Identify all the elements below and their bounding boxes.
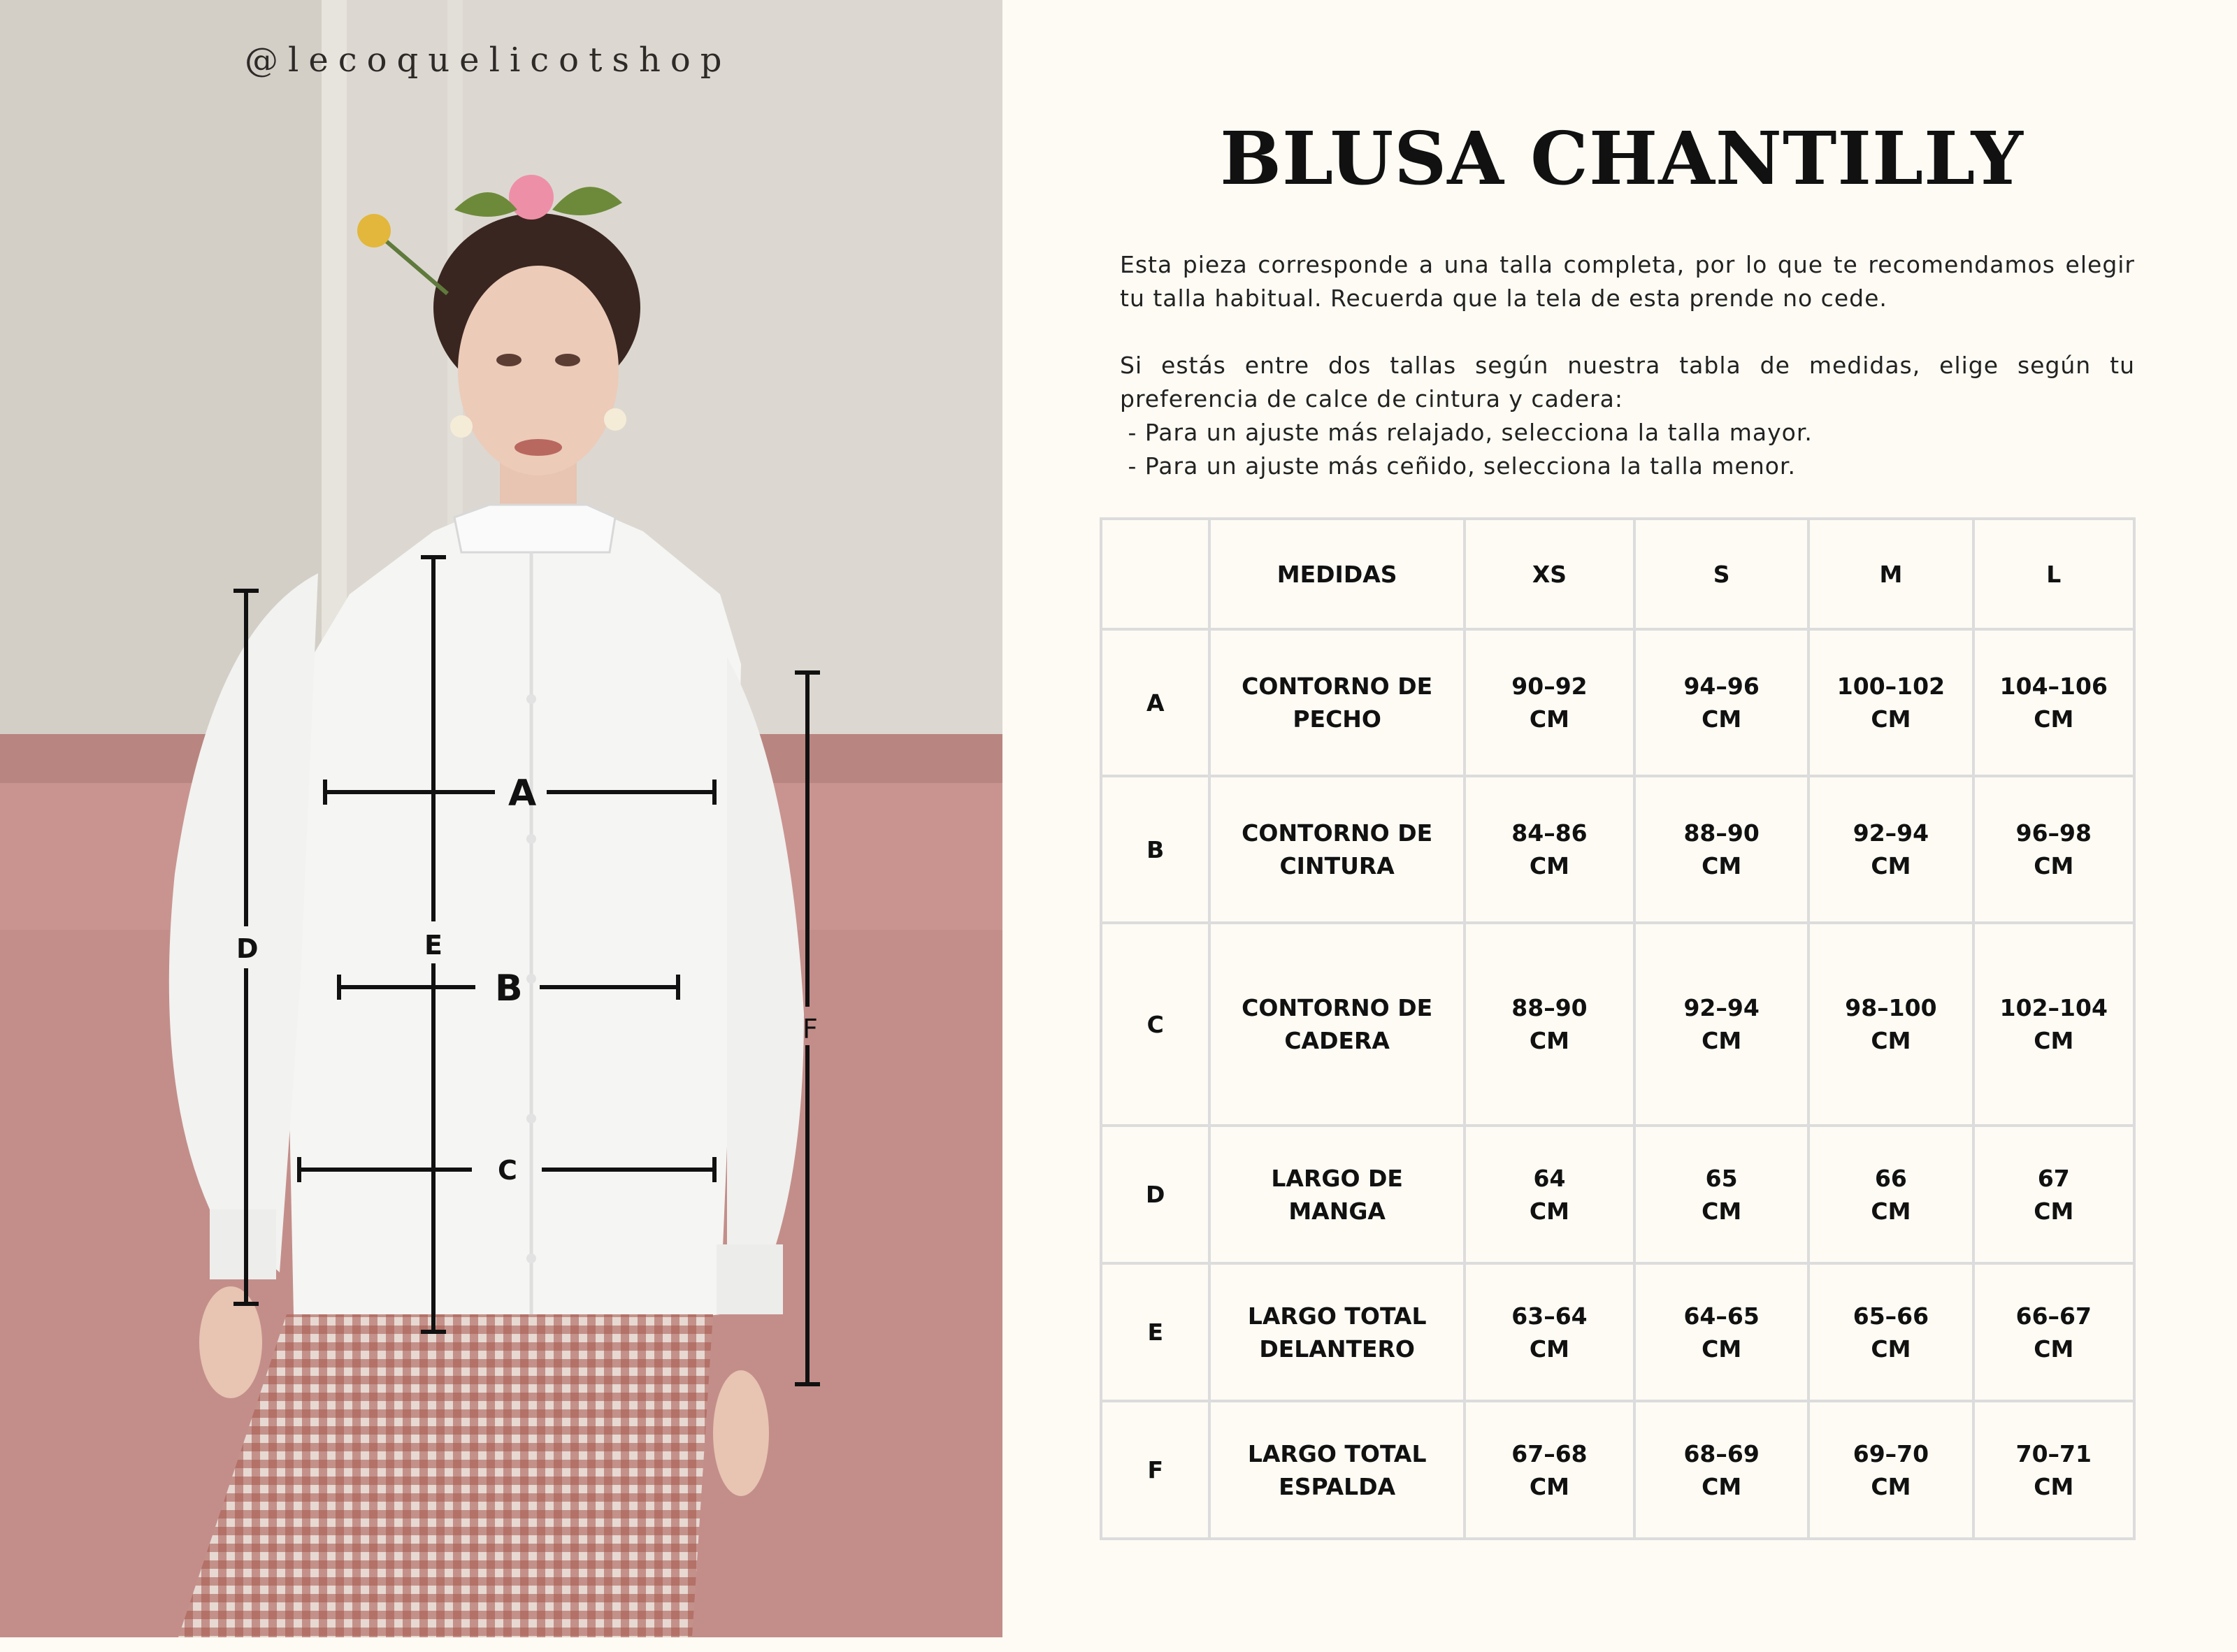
measure-label-b: B [495,968,523,1010]
value-l: 70–71 CM [1973,1401,2134,1539]
measure-label-d: D [236,933,259,964]
table-row [1101,923,2134,1126]
product-photo [0,0,1002,1637]
header-size-s: S [1634,519,1808,629]
table-row [1101,629,2134,776]
brand-handle[interactable]: @lecoquelicotshop [245,41,732,80]
value-l: 67 CM [1973,1126,2134,1263]
row-measure-name: LARGO TOTAL ESPALDA [1209,1401,1464,1539]
size-chart-table [1100,517,2136,1540]
row-key: D [1101,1126,1209,1263]
value-m: 66 CM [1808,1126,1973,1263]
value-m: 65–66 CM [1808,1263,1973,1401]
row-measure-name: CONTORNO DE CINTURA [1209,776,1464,923]
row-key: C [1101,923,1209,1126]
header-size-l: L [1973,519,2134,629]
description-paragraph: Esta pieza corresponde a una talla completa, por lo que te recomendamos elegir tu talla habitual. Recuerda que la tela de esta prende no cede. [1120,251,2135,312]
value-s: 65 CM [1634,1126,1808,1263]
row-measure-name: LARGO DE MANGA [1209,1126,1464,1263]
value-xs: 84–86 CM [1465,776,1634,923]
table-row [1101,776,2134,923]
value-s: 92–94 CM [1634,923,1808,1126]
value-l: 104–106 CM [1973,629,2134,776]
value-l: 66–67 CM [1973,1263,2134,1401]
measure-label-c: C [498,1155,517,1186]
value-xs: 90–92 CM [1465,629,1634,776]
table-row [1101,1401,2134,1539]
row-key: B [1101,776,1209,923]
value-m: 92–94 CM [1808,776,1973,923]
value-m: 98–100 CM [1808,923,1973,1126]
row-measure-name: LARGO TOTAL DELANTERO [1209,1263,1464,1401]
value-xs: 67–68 CM [1465,1401,1634,1539]
measure-label-f: F [803,1014,818,1044]
value-m: 69–70 CM [1808,1401,1973,1539]
value-xs: 64 CM [1465,1126,1634,1263]
fit-tip: - Para un ajuste más ceñido, selecciona la talla menor. [1120,452,1796,480]
value-xs: 63–64 CM [1465,1263,1634,1401]
header-size-m: M [1808,519,1973,629]
value-l: 102–104 CM [1973,923,2134,1126]
table-row [1101,1126,2134,1263]
table-header-row [1101,519,2134,629]
value-s: 64–65 CM [1634,1263,1808,1401]
value-l: 96–98 CM [1973,776,2134,923]
size-guide-description [1120,248,2135,483]
header-size-xs: XS [1465,519,1634,629]
value-s: 88–90 CM [1634,776,1808,923]
model-illustration [0,0,1002,1637]
header-measures: MEDIDAS [1209,519,1464,629]
measure-label-a: A [508,773,537,814]
value-s: 68–69 CM [1634,1401,1808,1539]
header-empty-cell [1101,519,1209,629]
value-s: 94–96 CM [1634,629,1808,776]
row-measure-name: CONTORNO DE CADERA [1209,923,1464,1126]
row-measure-name: CONTORNO DE PECHO [1209,629,1464,776]
value-xs: 88–90 CM [1465,923,1634,1126]
product-title: BLUSA CHANTILLY [1220,115,2024,201]
measure-label-e: E [424,930,443,961]
description-paragraph: Si estás entre dos tallas según nuestra tabla de medidas, elige según tu preferencia de calce de cintura y cadera: [1120,352,2135,412]
fit-tip: - Para un ajuste más relajado, selecciona la talla mayor. [1120,419,1813,446]
value-m: 100–102 CM [1808,629,1973,776]
row-key: F [1101,1401,1209,1539]
row-key: A [1101,629,1209,776]
table-row [1101,1263,2134,1401]
row-key: E [1101,1263,1209,1401]
